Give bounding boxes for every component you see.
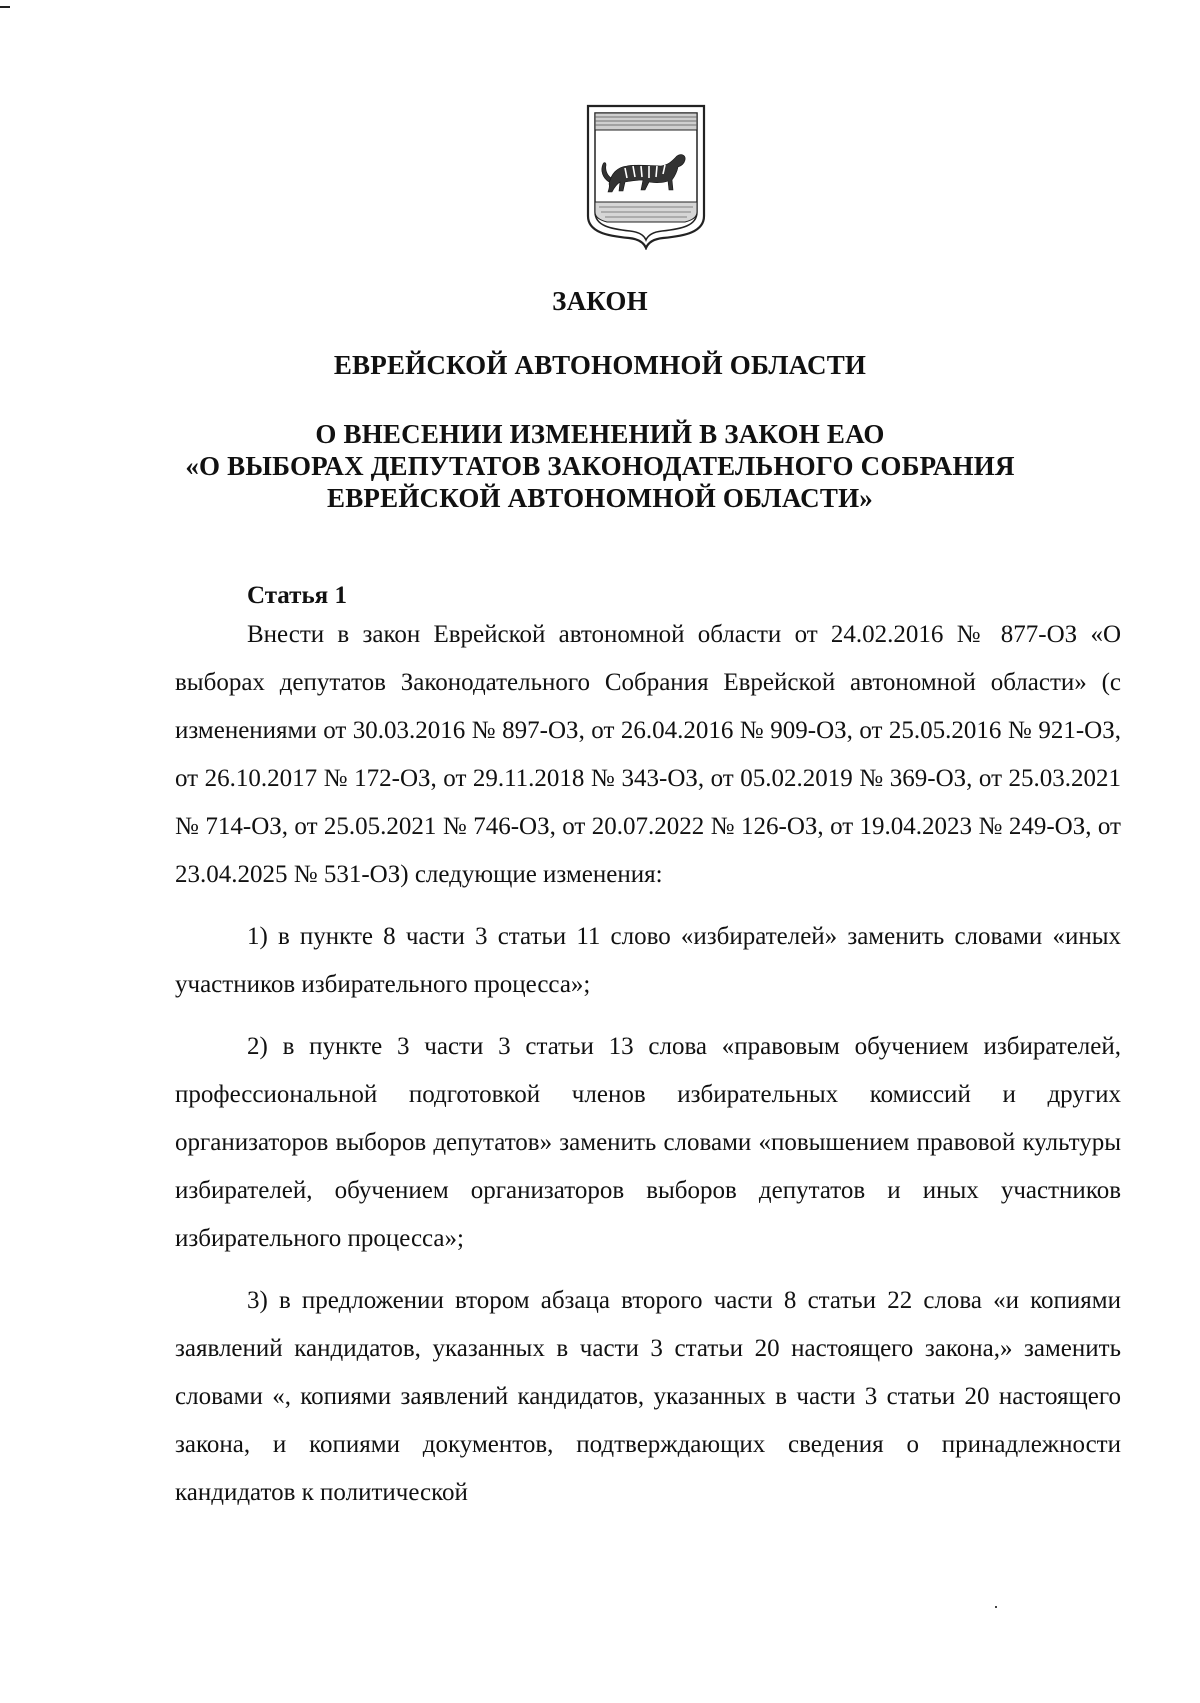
article-item-paragraph: 3) в предложении втором абзаца второго части 8 статьи 22 слова «и копиями заявлений кандидатов, указанных в части 3 статьи 20 настоящего закона,» заменить словами «, копиями заявлений кандидатов, указанных в части 3 статьи 20 настоящего закона, и копиями документов, подтверждающих сведения о принадлежности кандидатов к политической — [175, 1287, 1121, 1506]
article-heading: Статья 1 — [247, 582, 347, 609]
article-item-paragraph: 1) в пункте 8 части 3 статьи 11 слово «избирателей» заменить словами «иных участников избирательного процесса»; — [175, 923, 1121, 998]
document-title: ЗАКОН — [552, 286, 648, 316]
subject-line: О ВНЕСЕНИИ ИЗМЕНЕНИЙ В ЗАКОН ЕАО — [315, 419, 885, 449]
document-subject — [0, 418, 1200, 514]
subject-line: ЕВРЕЙСКОЙ АВТОНОМНОЙ ОБЛАСТИ» — [327, 483, 873, 513]
scan-artifact-dot — [995, 1606, 997, 1608]
article-item-paragraph: 2) в пункте 3 части 3 статьи 13 слова «правовым обучением избирателей, профессиональной подготовкой членов избирательных комиссий и других организаторов выборов депутатов» заменить словами «повышением правовой культуры избирателей, обучением организаторов выборов депутатов и иных участников избирательного процесса»; — [175, 1033, 1121, 1252]
scan-corner-mark — [0, 6, 10, 8]
article-intro-paragraph: Внести в закон Еврейской автономной области от 24.02.2016 № 877-ОЗ «О выборах депутатов Законодательного Собрания Еврейской автономной области» (с изменениями от 30.03.2016 № 897-ОЗ, от 26.04.2016 № 909-ОЗ, от 25.05.2016 № 921-ОЗ, от 26.10.2017 № 172-ОЗ, от 29.11.2018 № 343-ОЗ, от 05.02.2019 № 369-ОЗ, от 25.03.2021 № 714-ОЗ, от 25.05.2021 № 746-ОЗ, от 20.07.2022 № 126-ОЗ, от 19.04.2023 № 249-ОЗ, от 23.04.2025 № 531-ОЗ) следующие изменения: — [175, 621, 1121, 888]
subject-line: «О ВЫБОРАХ ДЕПУТАТОВ ЗАКОНОДАТЕЛЬНОГО СОБРАНИЯ — [185, 451, 1015, 481]
document-region: ЕВРЕЙСКОЙ АВТОНОМНОЙ ОБЛАСТИ — [333, 350, 867, 380]
tiger-coat-of-arms-icon — [585, 104, 707, 250]
article-body — [175, 611, 1121, 1517]
